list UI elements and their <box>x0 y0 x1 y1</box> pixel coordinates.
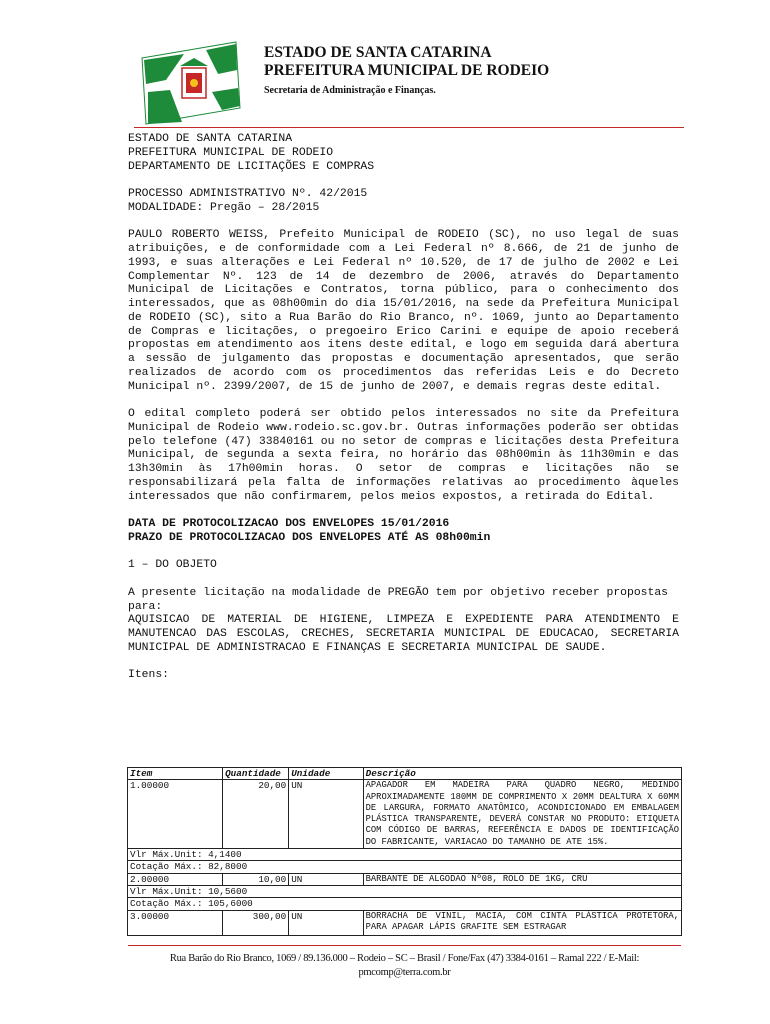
letterhead <box>264 44 549 96</box>
letterhead-department: Secretaria de Administração e Finanças. <box>264 85 436 96</box>
item-quantity: 20,00 <box>223 780 289 849</box>
table-header-row <box>128 768 682 780</box>
letterhead-state: ESTADO DE SANTA CATARINA <box>264 44 492 61</box>
header-quantity: Quantidade <box>223 768 289 780</box>
item-unit: UN <box>289 873 363 885</box>
item-description: APAGADOR EM MADEIRA PARA QUADRO NEGRO, MEDINDO APROXIMADAMENTE 180MM DE COMPRIMENTO X 20MM DEALTURA X 60MM DE LARGURA, FORMATO ANATÔMICO, ACONDICIONADO EM EMBALAGEM PLÁSTICA TRANSPARENTE, DEVERÁ CONSTAR NO PRODUTO: ETIQUETA COM CÓDIGO DE BARRAS, REFERÊNCIA E DADOS DE IDENTIFICAÇÃO DO FABRICANTE, VARIACAO DO TAMANHO DE ATE 15%. <box>363 780 681 849</box>
item-unit-price: Vlr Máx.Unit: 4,1400 <box>128 849 682 861</box>
footer-address: Rua Barão do Rio Branco, 1069 / 89.136.000 – Rodeio – SC – Brasil / Fone/Fax (47) 3384-0161 – Ramal 222 / E-Mail: <box>169 953 640 964</box>
letterhead-prefecture: PREFEITURA MUNICIPAL DE RODEIO <box>264 62 550 79</box>
address-line-1: ESTADO DE SANTA CATARINA <box>128 133 293 145</box>
protocol-date: DATA DE PROTOCOLIZACAO DOS ENVELOPES 15/01/2016 <box>128 518 450 530</box>
header-description: Descrição <box>363 768 681 780</box>
item-number: 1.00000 <box>128 780 223 849</box>
header-divider <box>134 127 684 128</box>
item-max-quote: Cotação Máx.: 105,6000 <box>128 898 682 910</box>
modality: MODALIDADE: Pregão – 28/2015 <box>128 201 320 214</box>
table-row <box>128 861 682 873</box>
object-description: AQUISICAO DE MATERIAL DE HIGIENE, LIMPEZA E EXPEDIENTE PARA ATENDIMENTO E MANUTENCAO DAS ESCOLAS, CRECHES, SECRETARIA MUNICIPAL DE EDUCACAO, SECRETARIA MUNICIPAL DE ADMINISTRACAO E FINANÇAS E SECRETARIA MUNICIPAL DE SAUDE. <box>128 614 679 654</box>
table-row <box>128 885 682 897</box>
address-line-2: PREFEITURA MUNICIPAL DE RODEIO <box>128 146 334 159</box>
item-max-quote: Cotação Máx.: 82,8000 <box>128 861 682 873</box>
table-row <box>128 898 682 910</box>
item-description: BARBANTE DE ALGODAO Nº08, ROLO DE 1KG, CRU <box>363 873 681 885</box>
footer-email: pmcomp@terra.com.br <box>358 967 451 978</box>
item-unit: UN <box>289 910 363 935</box>
item-description: BORRACHA DE VINIL, MACIA, COM CINTA PLÁSTICA PROTETORA, PARA APAGAR LÁPIS GRAFITE SEM ESTRAGAR <box>365 910 679 932</box>
intro-paragraph: PAULO ROBERTO WEISS, Prefeito Municipal de RODEIO (SC), no uso legal de suas atribuições, e de conformidade com a Lei Federal nº 8.666, de 21 de junho de 1993, e suas alterações e Lei Federal nº 10.520, de 17 de julho de 2002 e Lei Complementar Nº. 123 de 14 de dezembro de 2006, através do Departamento Municipal de Licitações e Contratos, torna público, para o conhecimento dos interessados, que as 08h00min do dia 15/01/2016, na sede da Prefeitura Municipal de RODEIO (SC), sito a Rua Barão do Rio Branco, nº. 1069, junto ao Departamento de Compras e licitações, o pregoeiro Erico Carini e equipe de apoio receberá propostas em atendimento aos itens deste edital, e logo em seguida dará abertura a sessão de julgamento das propostas e documentação apresentados, que serão realizados de acordo com os procedimentos das referidas Leis e do Decreto Municipal nº. 2399/2007, de 15 de junho de 2007, e demais regras deste edital. <box>128 229 679 393</box>
table-row <box>128 849 682 861</box>
footer <box>128 952 681 980</box>
item-quantity: 10,00 <box>223 873 289 885</box>
table-row <box>128 910 682 935</box>
item-unit-price: Vlr Máx.Unit: 10,5600 <box>128 885 682 897</box>
table-row <box>128 873 682 885</box>
item-quantity: 300,00 <box>223 910 289 935</box>
footer-divider <box>128 945 681 946</box>
header-item: Item <box>128 768 223 780</box>
object-heading: 1 – DO OBJETO <box>128 559 217 572</box>
address-line-3: DEPARTAMENTO DE LICITAÇÕES E COMPRAS <box>128 160 375 173</box>
process-number: PROCESSO ADMINISTRATIVO Nº. 42/2015 <box>128 188 368 200</box>
items-label: Itens: <box>128 669 170 682</box>
header-unit: Unidade <box>289 768 363 780</box>
info-paragraph: O edital completo poderá ser obtido pelos interessados no site da Prefeitura Municipal de Rodeio www.rodeio.sc.gov.br. Outras informações poderão ser obtidas pelo telefone (47) 33840161 ou no setor de compras e licitações desta Prefeitura Municipal, de segunda a sexta feira, no horário das 08h00min às 11h30min e das 13h30min às 17h00min horas. O setor de compras e licitações não se responsabilizará pela falta de informações relativas ao procedimento àqueles interessados que não confirmarem, pelos meios expostos, a retirada do Edital. <box>128 408 679 503</box>
document-body <box>128 133 679 683</box>
item-unit: UN <box>289 780 363 849</box>
protocol-deadline: PRAZO DE PROTOCOLIZACAO DOS ENVELOPES ATÉ AS 08h00min <box>128 531 491 544</box>
items-table <box>127 767 682 936</box>
santa-catarina-flag-logo <box>136 40 256 128</box>
item-number: 2.00000 <box>128 873 223 885</box>
object-lead: A presente licitação na modalidade de PREGÃO tem por objetivo receber propostas para: <box>128 586 669 613</box>
table-row <box>128 780 682 849</box>
item-number: 3.00000 <box>128 910 223 935</box>
